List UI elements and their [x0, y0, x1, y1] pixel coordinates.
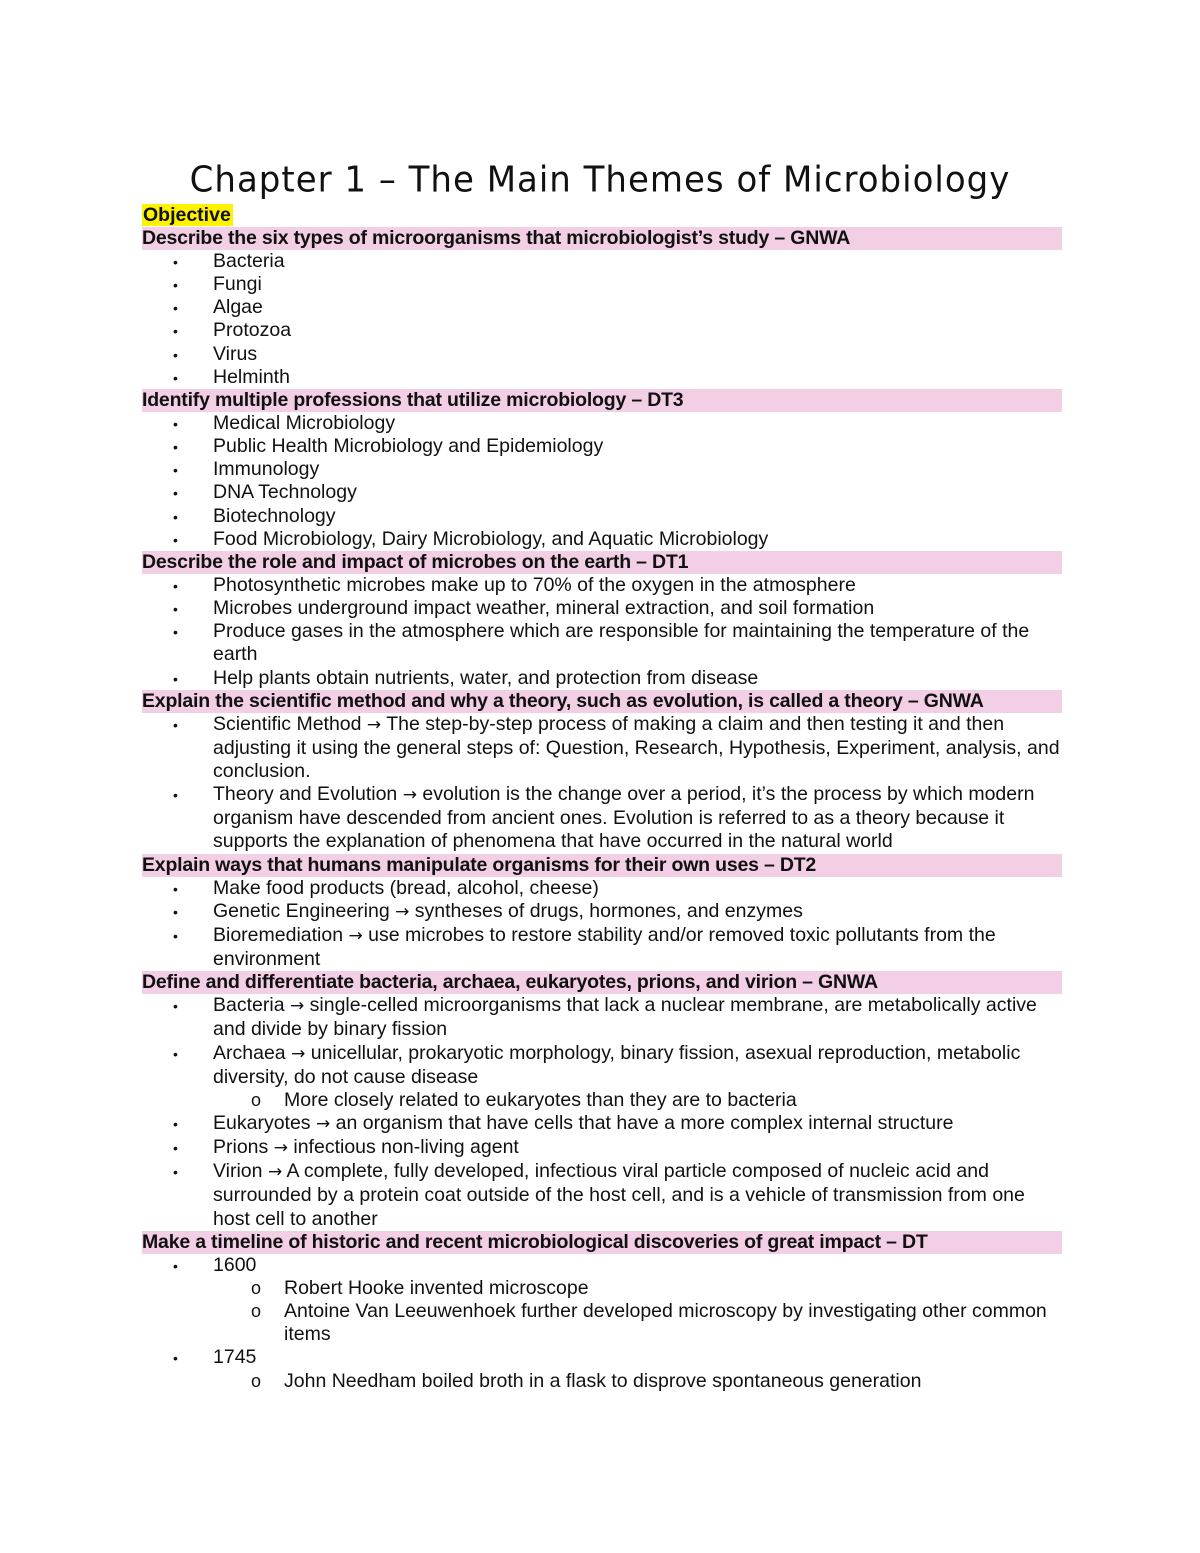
list-item: [142, 435, 1062, 458]
item-text: Bacteria: [213, 250, 285, 272]
section-heading: Describe the six types of microorganisms that microbiologist’s study – GNWA: [142, 227, 1062, 250]
arrow-right-icon: →: [291, 1043, 306, 1064]
bullet-list: [142, 1254, 1062, 1393]
item-text: Protozoa: [213, 319, 292, 342]
item-text: infectious non-living agent: [293, 1136, 519, 1159]
list-item: [142, 783, 1062, 853]
item-text: Photosynthetic microbes make up to 70% of the oxygen in the atmosphere: [213, 573, 856, 596]
list-item: [142, 528, 1062, 551]
list-item: [142, 366, 1062, 389]
bullet-list: [142, 574, 1062, 690]
list-item: [142, 1254, 1062, 1347]
list-item: [142, 250, 1062, 273]
list-item: [142, 713, 1062, 783]
list-item: [142, 1346, 1062, 1392]
item-text: Fungi: [213, 273, 262, 296]
arrow-right-icon: →: [366, 714, 382, 735]
item-text: syntheses of drugs, hormones, and enzymes: [414, 899, 803, 922]
sub-list: [213, 1277, 1062, 1346]
list-item: [142, 412, 1062, 435]
arrow-right-icon: →: [395, 901, 410, 922]
sub-list-item: o Antoine Van Leeuwenhoek further developed microscopy by investigating other common items: [213, 1300, 1062, 1346]
section-heading: Define and differentiate bacteria, archaea, eukaryotes, prions, and virion – GNWA: [142, 971, 1062, 994]
list-item: [142, 597, 1062, 620]
item-text: Virus: [213, 342, 258, 365]
list-item: [142, 620, 1062, 666]
item-text: evolution is the change over a period, it’s the process by which modern organism have descended from ancient ones. Evolution is referred to as a theory because it supports the explanation of phenomena that have occurred in the natural world: [213, 783, 1035, 853]
item-term: Prions: [213, 1136, 269, 1159]
item-text: 1745: [213, 1346, 257, 1369]
item-term: Bioremediation: [213, 923, 344, 946]
objective-label: Objective: [143, 204, 231, 226]
arrow-right-icon: →: [402, 785, 417, 806]
sub-list: [213, 1089, 1062, 1112]
item-text: single-celled microorganisms that lack a nuclear membrane, are metabolically active and divide by binary fission: [213, 994, 1037, 1041]
sub-list-item: o Robert Hooke invented microscope: [213, 1277, 1062, 1300]
item-text: Make food products (bread, alcohol, cheese): [213, 876, 599, 899]
list-item: [142, 1160, 1062, 1230]
sections-container: [142, 227, 1062, 1393]
item-text: Biotechnology: [213, 504, 336, 527]
arrow-right-icon: →: [348, 925, 363, 946]
sub-list-item: o John Needham boiled broth in a flask to disprove spontaneous generation: [213, 1370, 1062, 1393]
section-heading: Explain ways that humans manipulate organisms for their own uses – DT2: [142, 854, 1062, 877]
item-text: an organism that have cells that have a more complex internal structure: [335, 1112, 954, 1134]
bullet-list: [142, 877, 1062, 972]
list-item: [142, 343, 1062, 366]
arrow-right-icon: →: [273, 1138, 288, 1159]
item-text: unicellular, prokaryotic morphology, binary fission, asexual reproduction, metabolic diversity, do not cause disease: [213, 1041, 1021, 1088]
item-term: Virion: [213, 1160, 263, 1183]
list-item: [142, 481, 1062, 504]
item-text: DNA Technology: [213, 481, 357, 504]
arrow-right-icon: →: [289, 996, 305, 1017]
item-text: Help plants obtain nutrients, water, and protection from disease: [213, 666, 759, 689]
bullet-list: [142, 412, 1062, 551]
list-item: [142, 877, 1062, 900]
item-text: 1600: [213, 1253, 257, 1276]
item-term: Eukaryotes: [213, 1112, 311, 1134]
item-term: Theory and Evolution: [213, 783, 398, 806]
list-item: [142, 667, 1062, 690]
list-item: [142, 1042, 1062, 1112]
item-text: Medical Microbiology: [213, 411, 396, 434]
list-item: [142, 1136, 1062, 1160]
item-text: A complete, fully developed, infectious viral particle composed of nucleic acid and surrounded by a protein coat outside of the host cell, and is a vehicle of transmission from one host cell to another: [213, 1160, 1025, 1230]
bullet-list: [142, 713, 1062, 854]
section-heading: Explain the scientific method and why a theory, such as evolution, is called a theory – GNWA: [142, 690, 1062, 713]
list-item: [142, 900, 1062, 924]
item-text: The step-by-step process of making a claim and then testing it and then adjusting it using the general steps of: Question, Research, Hypothesis, Experiment, analysis, and conclusion.: [213, 712, 1060, 782]
bullet-list: [142, 250, 1062, 389]
list-item: [142, 994, 1062, 1041]
item-term: Bacteria: [213, 994, 285, 1017]
item-term: Scientific Method: [213, 712, 362, 735]
item-text: Microbes underground impact weather, mineral extraction, and soil formation: [213, 597, 875, 620]
section-heading: Make a timeline of historic and recent microbiological discoveries of great impact – DT: [142, 1231, 1062, 1254]
section-heading: Describe the role and impact of microbes on the earth – DT1: [142, 551, 1062, 574]
objective-label-row: [142, 204, 1062, 227]
list-item: [142, 574, 1062, 597]
list-item: [142, 505, 1062, 528]
list-item: [142, 924, 1062, 971]
item-text: Food Microbiology, Dairy Microbiology, and Aquatic Microbiology: [213, 527, 769, 550]
list-item: [142, 1112, 1062, 1136]
notes-body: [142, 204, 1062, 1393]
list-item: [142, 458, 1062, 481]
list-item: [142, 319, 1062, 342]
item-text: use microbes to restore stability and/or removed toxic pollutants from the environment: [213, 923, 996, 971]
arrow-right-icon: →: [267, 1162, 283, 1183]
sub-list: [213, 1370, 1062, 1393]
item-text: Produce gases in the atmosphere which are responsible for maintaining the temperature of the earth: [213, 620, 1030, 666]
item-term: Archaea: [213, 1041, 286, 1064]
section-heading: Identify multiple professions that utilize microbiology – DT3: [142, 389, 1062, 412]
sub-list-item: o More closely related to eukaryotes than they are to bacteria: [213, 1089, 1062, 1112]
list-item: [142, 273, 1062, 296]
list-item: [142, 296, 1062, 319]
arrow-right-icon: →: [315, 1114, 331, 1134]
item-text: Algae: [213, 296, 263, 319]
item-text: Public Health Microbiology and Epidemiology: [213, 435, 604, 458]
page-title: Chapter 1 – The Main Themes of Microbiology: [189, 159, 1011, 201]
item-text: Immunology: [213, 458, 320, 481]
item-term: Genetic Engineering: [213, 899, 390, 922]
bullet-list: [142, 994, 1062, 1231]
item-text: Helminth: [213, 365, 290, 388]
